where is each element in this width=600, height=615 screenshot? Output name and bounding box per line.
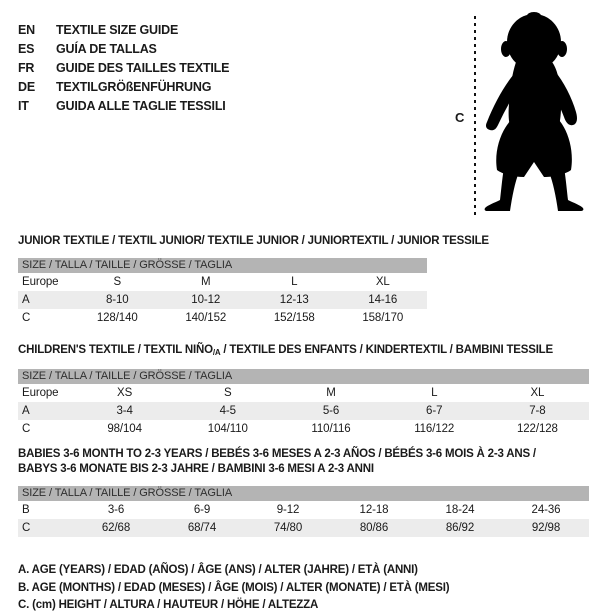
babies-title-line1: BABIES 3-6 MONTH TO 2-3 YEARS / BEBÉS 3-6 MESES A 2-3 AÑOS / BÉBÉS 3-6 MOIS À 2-3 ANS / — [18, 448, 536, 460]
legend — [18, 562, 589, 615]
children-title-post: / TEXTILE DES ENFANTS / KINDERTEXTIL / BAMBINI TESSILE — [220, 344, 553, 356]
lang-code: ES — [18, 41, 35, 56]
lang-title: GUÍA DE TALLAS — [56, 41, 157, 56]
size-cell: XS — [117, 387, 133, 399]
size-cell: S — [224, 387, 232, 399]
table-row-age — [18, 291, 427, 309]
height-measure-label: C — [455, 110, 465, 125]
legend-line-b: B. AGE (MONTHS) / EDAD (MESES) / ÂGE (MOIS) / ALTER (MONATE) / ETÀ (MESI) — [18, 581, 450, 594]
size-cell: XL — [530, 387, 545, 399]
age-cell: 7-8 — [529, 405, 546, 417]
height-cell: 98/104 — [107, 423, 142, 435]
row-label: C — [22, 423, 31, 435]
age-cell: 14-16 — [368, 294, 398, 306]
babies-title-line2: BABYS 3-6 MONATE BIS 2-3 JAHRE / BAMBINI 3-6 MESI A 2-3 ANNI — [18, 463, 374, 475]
lang-code: IT — [18, 98, 29, 113]
children-title-sub: /A — [212, 348, 221, 357]
children-size-header: SIZE / TALLA / TAILLE / GRÖSSE / TAGLIA — [18, 369, 589, 384]
height-cell: 122/128 — [516, 423, 558, 435]
height-cell: 62/68 — [101, 522, 131, 534]
table-row-height — [18, 309, 427, 327]
height-cell: 158/170 — [362, 312, 404, 324]
size-cell: L — [431, 387, 438, 399]
age-cell: 3-4 — [116, 405, 133, 417]
babies-section-title — [18, 447, 589, 477]
age-cell: 8-10 — [105, 294, 129, 306]
table-row-europe — [18, 384, 589, 402]
age-cell: 4-5 — [219, 405, 236, 417]
height-measure-line — [474, 16, 476, 218]
junior-size-table — [18, 258, 427, 327]
age-cell: 24-36 — [531, 504, 561, 516]
row-label: C — [22, 312, 31, 324]
height-cell: 68/74 — [187, 522, 217, 534]
lang-code: FR — [18, 60, 35, 75]
baby-silhouette-icon — [482, 12, 594, 212]
legend-line-a: A. AGE (YEARS) / EDAD (AÑOS) / ÂGE (ANS) / ALTER (JAHRE) / ETÀ (ANNI) — [18, 564, 418, 576]
height-cell: 74/80 — [273, 522, 303, 534]
height-cell: 80/86 — [359, 522, 389, 534]
table-row-europe — [18, 273, 427, 291]
lang-title: GUIDA ALLE TAGLIE TESSILI — [56, 98, 226, 113]
height-cell: 128/140 — [96, 312, 138, 324]
age-cell: 5-6 — [322, 405, 340, 417]
age-cell: 6-9 — [193, 504, 211, 516]
junior-section-title: JUNIOR TEXTILE / TEXTIL JUNIOR/ TEXTILE JUNIOR / JUNIORTEXTIL / JUNIOR TESSILE — [18, 235, 489, 247]
height-cell: 86/92 — [445, 522, 475, 534]
size-cell: M — [201, 276, 211, 288]
lang-title: TEXTILE SIZE GUIDE — [56, 22, 179, 37]
table-row-height — [18, 519, 589, 537]
height-cell: 104/110 — [207, 423, 248, 435]
lang-title: TEXTILGRÖßENFÜHRUNG — [56, 79, 212, 94]
row-label: A — [22, 294, 30, 306]
junior-size-header: SIZE / TALLA / TAILLE / GRÖSSE / TAGLIA — [18, 258, 427, 273]
age-cell: 6-7 — [426, 405, 443, 417]
table-row-age-months — [18, 501, 589, 519]
size-cell: S — [113, 276, 122, 288]
size-cell: L — [291, 276, 298, 288]
row-label: B — [22, 504, 30, 516]
header-area — [18, 16, 589, 222]
age-cell: 10-12 — [191, 294, 221, 306]
table-row-height — [18, 420, 589, 438]
age-cell: 12-18 — [359, 504, 389, 516]
height-cell: 110/116 — [311, 423, 351, 435]
children-size-table — [18, 369, 589, 438]
lang-code: DE — [18, 79, 35, 94]
babies-size-table — [18, 486, 589, 537]
height-cell: 152/158 — [273, 312, 315, 324]
row-label: A — [22, 405, 30, 417]
row-label: Europe — [22, 387, 59, 399]
row-label: Europe — [22, 276, 59, 288]
children-section-title — [18, 343, 589, 360]
row-label: C — [22, 522, 31, 534]
lang-title: GUIDE DES TAILLES TEXTILE — [56, 60, 230, 75]
size-cell: XL — [375, 276, 390, 288]
legend-line-c: C. (cm) HEIGHT / ALTURA / HAUTEUR / HÖHE / ALTEZZA — [18, 599, 319, 611]
lang-code: EN — [18, 22, 35, 37]
children-title-pre: CHILDREN'S TEXTILE / TEXTIL NIÑO — [18, 344, 213, 356]
height-cell: 140/152 — [185, 312, 227, 324]
age-cell: 9-12 — [276, 504, 300, 516]
height-cell: 116/122 — [414, 423, 455, 435]
age-cell: 12-13 — [279, 294, 309, 306]
age-cell: 18-24 — [445, 504, 475, 516]
height-cell: 92/98 — [531, 522, 561, 534]
age-cell: 3-6 — [107, 504, 125, 516]
babies-size-header: SIZE / TALLA / TAILLE / GRÖSSE / TAGLIA — [18, 486, 589, 501]
size-cell: M — [326, 387, 336, 399]
table-row-age — [18, 402, 589, 420]
height-figure — [455, 10, 595, 220]
